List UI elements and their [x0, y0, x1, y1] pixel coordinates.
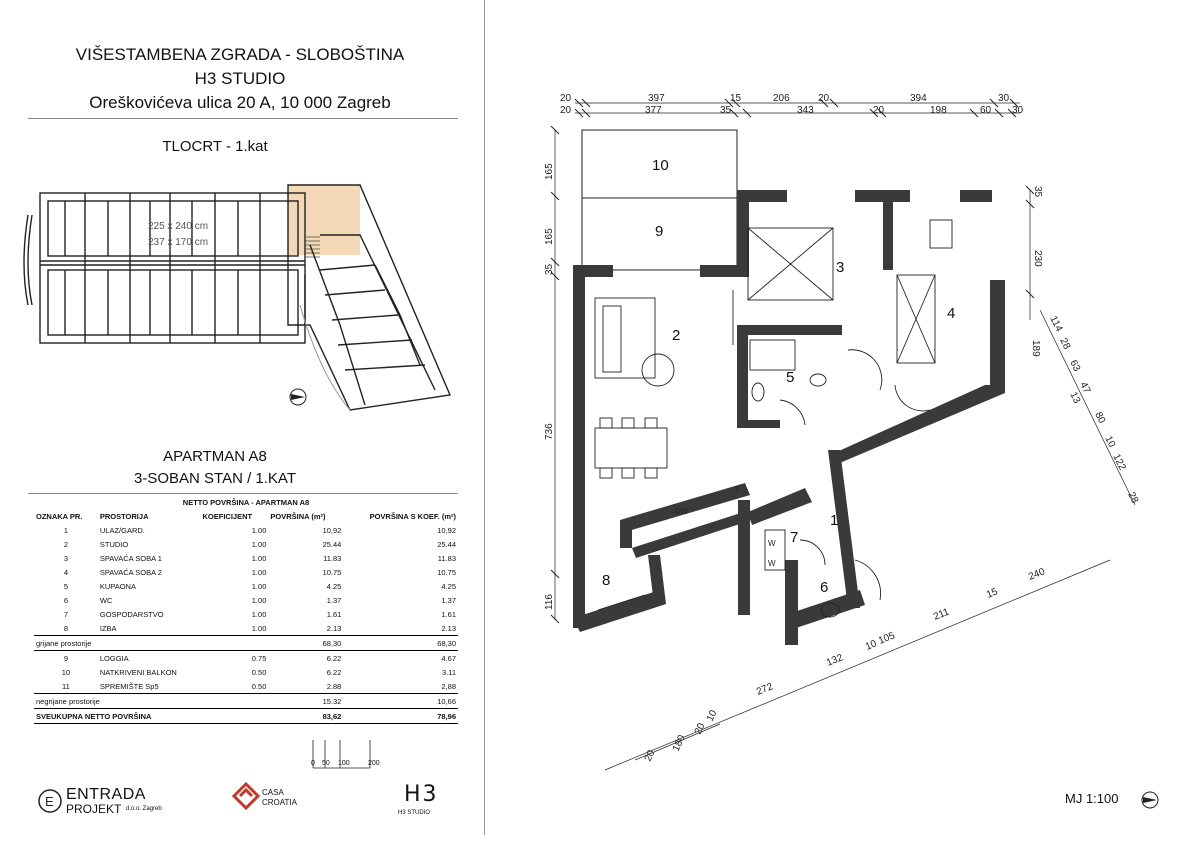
table-cell: 25.44 — [437, 539, 456, 549]
dim-text: 189 — [1030, 340, 1041, 357]
table-cell: 1.61 — [441, 609, 456, 619]
building-title: VIŠESTAMBENA ZGRADA - SLOBOŠTINA — [75, 45, 405, 64]
apartment-name: APARTMAN A8 — [163, 448, 267, 465]
table-row — [34, 607, 458, 621]
table-cell: STUDIO — [99, 539, 129, 549]
table-cell: 2.13 — [326, 623, 342, 633]
total-row: SVEUKUPNA NETTO POVRŠINA 83,62 78,96 — [34, 709, 458, 724]
page-divider — [484, 0, 485, 835]
table-cell: 4.25 — [441, 581, 456, 591]
dim-text: 180 — [670, 733, 688, 754]
table-row — [34, 579, 458, 593]
key-plan-label-2: 237 x 170 cm — [148, 237, 209, 248]
table-row — [34, 665, 458, 679]
heated-rows — [34, 523, 458, 636]
studio-title: H3 STUDIO — [194, 69, 286, 88]
dim-text: 20 — [642, 748, 658, 764]
floor-plan — [490, 0, 1200, 848]
dim-text: 28 — [1125, 490, 1141, 506]
table-cell: 10.75 — [322, 567, 342, 577]
dim-text: 211 — [932, 606, 951, 623]
table-cell: 1.00 — [251, 525, 267, 535]
table-cell: 9 — [63, 653, 69, 663]
table-header — [34, 509, 458, 523]
table-cell: 11.83 — [323, 553, 342, 563]
table-cell: 0.75 — [251, 653, 267, 663]
scale-label: 100 — [338, 760, 350, 767]
table-cell: 7 — [63, 609, 69, 619]
dim-text: 47 — [1077, 380, 1093, 396]
dim-text: 15 — [985, 586, 1000, 601]
room-number: 2 — [672, 327, 681, 344]
table-cell: 6.22 — [326, 653, 342, 663]
dim-text: 20 — [873, 105, 885, 116]
table-cell: 1.00 — [251, 553, 267, 563]
dim-text: 165 — [544, 163, 555, 180]
table-cell: 1.00 — [251, 539, 267, 549]
table-cell: 4.67 — [441, 653, 456, 663]
unheated-sum-row: negrijane prostorije 15.32 10,66 — [34, 694, 458, 709]
table-cell: 6.22 — [326, 667, 342, 677]
table-cell: SPAVAĆA SOBA 2 — [99, 567, 162, 577]
col-header: POVRŠINA (m²) — [270, 511, 326, 521]
room-number: 7 — [790, 529, 799, 546]
table-cell: SPREMIŠTE Sp5 — [99, 681, 159, 691]
dim-text: 394 — [910, 93, 927, 104]
dim-text: 28 — [1057, 336, 1073, 352]
table-cell: 3.11 — [441, 667, 456, 677]
appliance-label: W — [768, 539, 776, 548]
dim-text: 35 — [1032, 186, 1043, 198]
table-row — [34, 593, 458, 607]
dim-text: 343 — [797, 105, 814, 116]
table-cell: KUPAONA — [99, 581, 136, 591]
casa-croatia-logo: CASA CROATIA — [232, 782, 322, 818]
dim-text: 105 — [877, 630, 897, 647]
table-cell: 1.61 — [326, 609, 342, 619]
dim-text: 20 — [692, 721, 708, 737]
dim-text: 240 — [1027, 566, 1047, 583]
scale-label: 0 — [311, 760, 315, 767]
divider-line — [28, 493, 458, 494]
col-header: KOEFICIJENT — [202, 511, 253, 521]
info-panel — [0, 0, 480, 848]
dim-text: 377 — [645, 105, 662, 116]
key-plan-label-1: 225 x 240 cm — [148, 221, 209, 232]
room-number: 3 — [836, 259, 845, 276]
dim-text: 15 — [730, 93, 742, 104]
scale-label: 50 — [322, 760, 330, 767]
heated-sum-row: grijane prostorije 68,30 68,30 — [34, 636, 458, 651]
dim-text: 198 — [930, 105, 947, 116]
appliance-label: DW — [675, 507, 689, 516]
table-cell: 0.50 — [251, 667, 267, 677]
table-cell: 2,88 — [441, 681, 456, 691]
dim-text: 20 — [818, 93, 830, 104]
table-cell: 1.00 — [251, 595, 267, 605]
table-caption: NETTO POVRŠINA - APARTMAN A8 — [182, 497, 310, 507]
table-cell: 10,92 — [322, 525, 342, 535]
table-cell: 10,92 — [437, 525, 456, 535]
table-cell: 1.00 — [251, 567, 267, 577]
room-number: 8 — [602, 572, 611, 589]
table-row — [34, 537, 458, 551]
dim-text: 35 — [720, 105, 732, 116]
entrada-logo: E ENTRADA PROJEKT d.o.o. Zagreb — [36, 786, 166, 816]
table-row — [34, 651, 458, 666]
col-header: OZNAKA PR. — [36, 511, 83, 521]
dim-text: 132 — [825, 652, 845, 669]
room-number: 5 — [786, 369, 795, 386]
table-cell: 1.37 — [326, 595, 342, 605]
dim-text: 116 — [544, 594, 555, 610]
table-cell: IZBA — [99, 623, 117, 633]
table-cell: 1.00 — [251, 623, 267, 633]
dim-text: 10 — [704, 708, 720, 724]
table-cell: 10 — [61, 667, 71, 677]
appliance-label: W — [768, 559, 776, 568]
dim-text: 30 — [1012, 105, 1024, 116]
dim-text: 60 — [980, 105, 992, 116]
appliance-label: F — [735, 485, 740, 494]
room-number: 1 — [830, 512, 839, 529]
apartment-type: 3-SOBAN STAN / 1.KAT — [134, 470, 296, 487]
table-cell: 10.75 — [437, 567, 456, 577]
table-row — [34, 565, 458, 579]
table-cell: 8 — [63, 623, 69, 633]
room-number: 4 — [947, 305, 956, 322]
dim-text: 397 — [648, 93, 665, 104]
dim-text: 20 — [560, 93, 572, 104]
divider-line — [28, 118, 458, 119]
key-plan — [20, 175, 470, 415]
dim-text: 13 — [1067, 390, 1083, 406]
table-cell: 11 — [62, 681, 70, 691]
table-row — [34, 551, 458, 565]
table-cell: 2 — [63, 539, 69, 549]
table-cell: ULAZ/GARD. — [99, 525, 145, 535]
room-number: 10 — [652, 157, 669, 174]
table-cell: 1.00 — [251, 581, 267, 591]
unheated-rows — [34, 651, 458, 694]
key-plan-title: TLOCRT - 1.kat — [162, 138, 268, 155]
table-cell: 4.25 — [326, 581, 342, 591]
room-number: 6 — [820, 579, 829, 596]
table-cell: 1 — [63, 525, 69, 535]
table-row — [34, 621, 458, 636]
table-cell: 6 — [63, 595, 69, 605]
table-cell: 1.00 — [251, 609, 267, 619]
table-cell: GOSPODARSTVO — [99, 609, 164, 619]
dim-text: 10 — [1102, 434, 1118, 450]
table-cell: 4 — [63, 567, 69, 577]
table-cell: NATKRIVENI BALKON — [99, 667, 177, 677]
walls — [573, 190, 1005, 645]
table-row — [34, 679, 458, 694]
table-cell: 11.83 — [437, 553, 456, 563]
col-header: PROSTORIJA — [99, 511, 149, 521]
dim-text: 122 — [1110, 452, 1128, 473]
svg-text:E: E — [45, 794, 54, 809]
table-row — [34, 523, 458, 537]
dim-text: 114 — [1047, 314, 1065, 334]
dim-text: 80 — [1092, 410, 1108, 426]
apartment-highlight — [288, 185, 360, 255]
scale-label: 200 — [368, 760, 380, 767]
col-header: POVRŠINA S KOEF. (m²) — [369, 511, 456, 521]
north-arrow-small-icon — [290, 389, 306, 405]
dim-text: 272 — [755, 681, 775, 698]
table-cell: 25.44 — [322, 539, 342, 549]
dim-text: 736 — [544, 423, 555, 440]
dim-text: 20 — [560, 105, 572, 116]
dim-text: 35 — [544, 263, 555, 275]
table-cell: SPAVAĆA SOBA 1 — [99, 553, 162, 563]
dim-text: 63 — [1067, 358, 1083, 374]
table-cell: 1.37 — [441, 595, 456, 605]
table-cell: WC — [99, 595, 113, 605]
room-number: 9 — [655, 223, 664, 240]
h3-logo: H3 H3 STUDIO — [398, 782, 439, 816]
table-cell: 0.50 — [251, 681, 267, 691]
table-cell: 5 — [63, 581, 69, 591]
table-cell: 3 — [63, 553, 69, 563]
dim-text: 10 — [864, 638, 879, 653]
scale-label-mj: MJ 1:100 — [1065, 791, 1119, 806]
area-table — [34, 495, 458, 724]
address: Oreškovićeva ulica 20 A, 10 000 Zagreb — [89, 93, 391, 112]
dim-text: 230 — [1032, 250, 1043, 267]
table-cell: 2.88 — [326, 681, 342, 691]
dim-text: 165 — [544, 228, 555, 245]
table-cell: 2.13 — [441, 623, 456, 633]
dim-text: 206 — [773, 93, 790, 104]
dim-text: 30 — [998, 93, 1010, 104]
table-cell: LOGGIA — [99, 653, 129, 663]
north-arrow-icon — [1142, 792, 1158, 808]
